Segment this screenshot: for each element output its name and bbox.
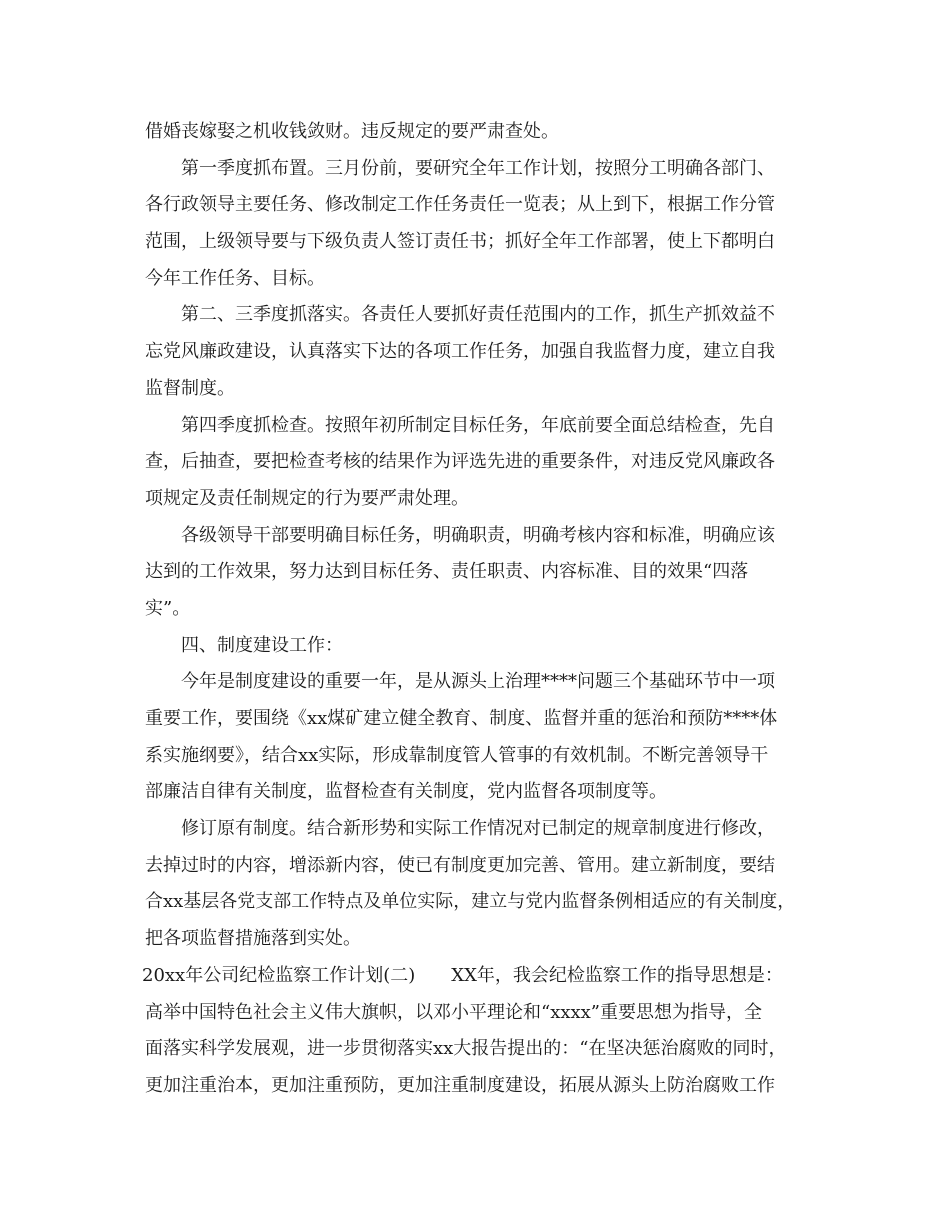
text-line: 借婚丧嫁娶之机收钱敛财。违反规定的要严肃查处。 — [145, 121, 559, 142]
text-line: 第一季度抓布置。三月份前，要研究全年工作计划，按照分工明确各部门、 — [181, 157, 775, 179]
text-line: 合xx基层各党支部工作特点及单位实际，建立与党内监督条例相适应的有关制度， — [145, 891, 796, 913]
text-line: 重要工作，要围绕《xx煤矿建立健全教育、制度、监督并重的惩治和预防****体 — [145, 708, 778, 729]
text-line: 范围，上级领导要与下级负责人签订责任书；抓好全年工作部署，使上下都明白 — [145, 231, 775, 253]
text-line: 各行政领导主要任务、修改制定工作任务责任一览表；从上到下，根据工作分管 — [145, 194, 775, 216]
text-line: 达到的工作效果，努力达到目标任务、责任职责、内容标准、目的效果“四落 — [145, 561, 749, 583]
text-line: 实”。 — [145, 597, 191, 619]
text-line: 监督制度。 — [145, 377, 235, 399]
text-line: 各级领导干部要明确目标任务，明确职责，明确考核内容和标准，明确应该 — [181, 524, 775, 546]
text-line: 查，后抽查，要把检查考核的结果作为评选先进的重要条件，对违反党风廉政各 — [145, 451, 775, 473]
text-line: 系实施纲要》，结合xx实际，形成靠制度管人管事的有效机制。不断完善领导干 — [145, 744, 769, 766]
text-line: 第四季度抓检查。按照年初所制定目标任务，年底前要全面总结检查，先自 — [181, 414, 775, 436]
text-line: 20xx年公司纪检监察工作计划(二) XX年，我会纪检监察工作的指导思想是： — [142, 964, 783, 986]
text-line: 修订原有制度。结合新形势和实际工作情况对已制定的规章制度进行修改， — [181, 818, 775, 840]
text-line: 把各项监督措施落到实处。 — [145, 928, 361, 950]
text-line: 面落实科学发展观，进一步贯彻落实xx大报告提出的：“在坚决惩治腐败的同时， — [145, 1038, 787, 1060]
text-line: 今年工作任务、目标。 — [145, 267, 325, 289]
text-line: 忘党风廉政建设，认真落实下达的各项工作任务，加强自我监督力度，建立自我 — [145, 341, 775, 363]
text-line: 去掉过时的内容，增添新内容，使已有制度更加完善、管用。建立新制度，要结 — [145, 854, 775, 876]
text-line: 四、制度建设工作： — [181, 634, 343, 656]
text-line: 今年是制度建设的重要一年，是从源头上治理****问题三个基础环节中一项 — [181, 671, 775, 693]
text-line: 部廉洁自律有关制度，监督检查有关制度，党内监督各项制度等。 — [145, 781, 667, 803]
text-line: 第二、三季度抓落实。各责任人要抓好责任范围内的工作，抓生产抓效益不 — [181, 304, 775, 326]
text-line: 项规定及责任制规定的行为要严肃处理。 — [145, 487, 469, 509]
text-line: 高举中国特色社会主义伟大旗帜，以邓小平理论和“xxxx”重要思想为指导，全 — [145, 1001, 763, 1023]
text-line: 更加注重治本，更加注重预防，更加注重制度建设，拓展从源头上防治腐败工作 — [145, 1074, 775, 1096]
document-body — [142, 114, 825, 1105]
